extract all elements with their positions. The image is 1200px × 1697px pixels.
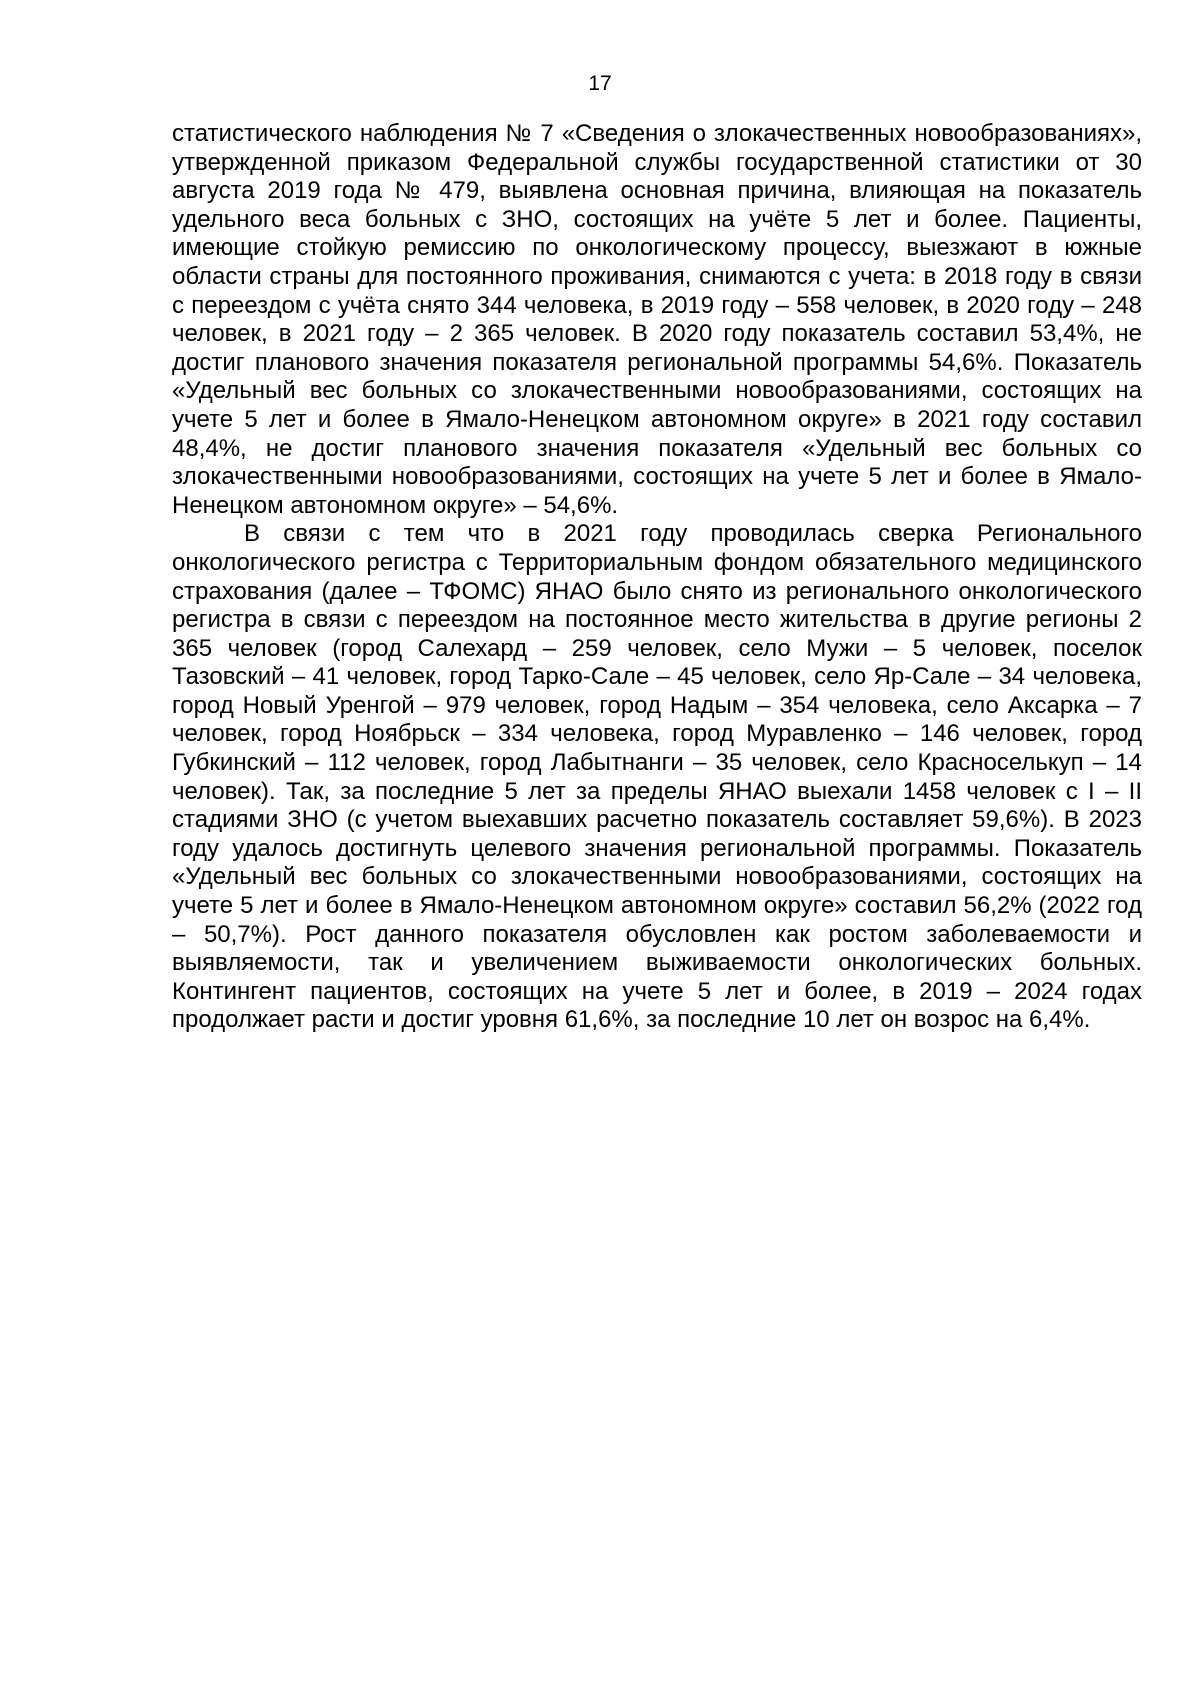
document-body: [172, 120, 1142, 1035]
paragraph-registry-reconciliation: В связи с тем что в 2021 году проводилась сверка Регионального онкологического регистра с Территориальным фондом обязательного медицинского страхования (далее – ТФОМС) ЯНАО было снято из регионального онкологического регистра в связи с переездом на постоянное место жительства в другие регионы 2 365 человек (город Салехард – 259 человек, село Мужи – 5 человек, поселок Тазовский – 41 человек, город Тарко-Сале – 45 человек, село Яр-Сале – 34 человека, город Новый Уренгой – 979 человек, город Надым – 354 человека, село Аксарка – 7 человек, город Ноябрьск – 334 человека, город Муравленко – 146 человек, город Губкинский – 112 человек, город Лабытнанги – 35 человек, село Красноселькуп – 14 человек). Так, за последние 5 лет за пределы ЯНАО выехали 1458 человек с I – II стадиями ЗНО (с учетом выехавших расчетно показатель составляет 59,6%). В 2023 году удалось достигнуть целевого значения региональной программы. Показатель «Удельный вес больных со злокачественными новообразованиями, состоящих на учете 5 лет и более в Ямало-Ненецком автономном округе» составил 56,2% (2022 год – 50,7%). Рост данного показателя обусловлен как ростом заболеваемости и выявляемости, так и увеличением выживаемости онкологических больных. Контингент пациентов, состоящих на учете 5 лет и более, в 2019 – 2024 годах продолжает расти и достиг уровня 61,6%, за последние 10 лет он возрос на 6,4%.: [172, 520, 1142, 1034]
page-number: 17: [588, 72, 612, 95]
paragraph-continuation: статистического наблюдения № 7 «Сведения о злокачественных новообразованиях», утвержденной приказом Федеральной службы государственной статистики от 30 августа 2019 года № 479, выявлена основная причина, влияющая на показатель удельного веса больных с ЗНО, состоящих на учёте 5 лет и более. Пациенты, имеющие стойкую ремиссию по онкологическому процессу, выезжают в южные области страны для постоянного проживания, снимаются с учета: в 2018 году в связи с переездом с учёта снято 344 человека, в 2019 году – 558 человек, в 2020 году – 248 человек, в 2021 году – 2 365 человек. В 2020 году показатель составил 53,4%, не достиг планового значения показателя региональной программы 54,6%. Показатель «Удельный вес больных со злокачественными новообразованиями, состоящих на учете 5 лет и более в Ямало-Ненецком автономном округе» в 2021 году составил 48,4%, не достиг планового значения показателя «Удельный вес больных со злокачественными новообразованиями, состоящих на учете 5 лет и более в Ямало-Ненецком автономном округе» – 54,6%.: [172, 120, 1142, 519]
